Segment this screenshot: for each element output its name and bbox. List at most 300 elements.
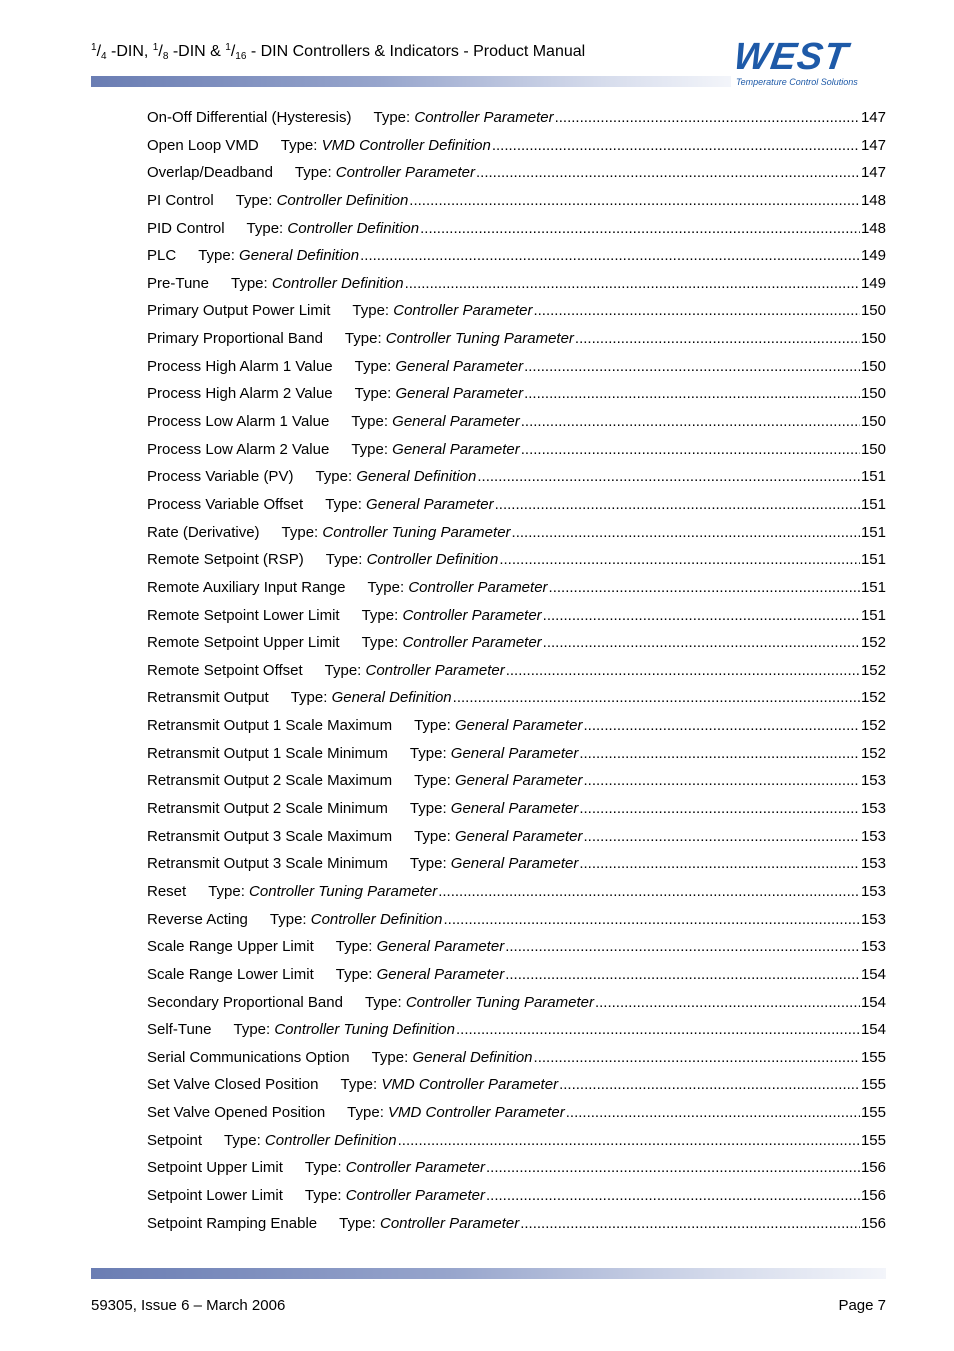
type-value: Controller Definition: [276, 191, 409, 209]
index-entry[interactable]: [147, 220, 886, 248]
entry-page-number: 155: [860, 1048, 886, 1066]
type-value: General Parameter: [366, 495, 494, 513]
type-value: General Parameter: [454, 827, 583, 845]
entry-page-number: 153: [860, 827, 886, 845]
entry-term: Primary Proportional Band: [147, 330, 323, 348]
entry-page-number: 152: [860, 717, 886, 735]
index-entry[interactable]: [147, 551, 886, 579]
dot-leader: [524, 385, 860, 402]
index-entry[interactable]: [147, 911, 886, 939]
west-logo: [731, 36, 886, 90]
dot-leader: [534, 1049, 860, 1066]
entry-page-number: 148: [860, 219, 886, 237]
glossary-index-list: [147, 109, 886, 1242]
entry-page-number: 148: [860, 191, 886, 209]
entry-page-number: 151: [860, 578, 886, 596]
entry-term: Set Valve Closed Position: [147, 1076, 319, 1094]
type-value: General Parameter: [395, 385, 524, 403]
index-entry[interactable]: [147, 441, 886, 469]
type-value: General Parameter: [450, 855, 579, 873]
dot-leader: [499, 551, 860, 568]
entry-type: [273, 164, 475, 181]
entry-type: [186, 883, 437, 900]
entry-page-number: 150: [860, 413, 886, 431]
index-entry[interactable]: [147, 717, 886, 745]
dot-leader: [566, 1104, 860, 1121]
dot-leader: [398, 1132, 860, 1149]
entry-term: Secondary Proportional Band: [147, 993, 343, 1011]
entry-type: [392, 828, 582, 845]
type-label: Type:: [246, 219, 284, 237]
entry-term: Process Low Alarm 1 Value: [147, 413, 330, 431]
entry-type: [329, 413, 519, 430]
index-entry[interactable]: [147, 247, 886, 275]
entry-page-number: 154: [860, 1021, 886, 1039]
entry-page-number: 151: [860, 606, 886, 624]
dot-leader: [420, 220, 860, 237]
dot-leader: [584, 772, 860, 789]
entry-page-number: 151: [860, 495, 886, 513]
entry-type: [340, 634, 542, 651]
entry-term: Reverse Acting: [147, 910, 248, 928]
index-entry[interactable]: [147, 524, 886, 552]
dot-leader: [533, 302, 860, 319]
index-entry[interactable]: [147, 496, 886, 524]
entry-page-number: 147: [860, 136, 886, 154]
entry-term: Retransmit Output: [147, 689, 269, 707]
entry-term: Setpoint: [147, 1131, 203, 1149]
entry-term: Overlap/Deadband: [147, 164, 273, 182]
type-label: Type:: [364, 993, 402, 1011]
index-entry[interactable]: [147, 192, 886, 220]
entry-type: [333, 385, 523, 402]
type-label: Type:: [290, 689, 328, 707]
dot-leader: [575, 330, 860, 347]
entry-page-number: 156: [860, 1186, 886, 1204]
type-label: Type:: [344, 330, 382, 348]
entry-page-number: 151: [860, 468, 886, 486]
type-value: General Parameter: [450, 744, 579, 762]
type-label: Type:: [198, 247, 235, 265]
type-label: Type:: [340, 1076, 378, 1094]
dot-leader: [506, 662, 860, 679]
entry-type: [314, 966, 504, 983]
entry-type: [340, 607, 542, 624]
type-label: Type:: [354, 385, 392, 403]
entry-term: Remote Setpoint Offset: [147, 661, 303, 679]
entry-term: Process High Alarm 1 Value: [147, 357, 333, 375]
type-value: Controller Tuning Parameter: [249, 882, 438, 900]
entry-term: Set Valve Opened Position: [147, 1104, 326, 1122]
dot-leader: [495, 496, 860, 513]
type-value: General Definition: [239, 247, 360, 265]
entry-page-number: 147: [860, 109, 886, 126]
entry-type: [211, 1021, 455, 1038]
type-label: Type:: [414, 827, 451, 845]
type-value: General Parameter: [395, 357, 524, 375]
page-header-title: $^1/_4$ -DIN, $^1/_8$ -DIN & $^1/_{16}$ - DIN Controllers & Indicators - Product Manual: [91, 42, 586, 62]
entry-type: [343, 994, 594, 1011]
dot-leader: [555, 109, 860, 126]
index-entry[interactable]: [147, 330, 886, 358]
type-label: Type:: [304, 1186, 342, 1204]
dot-leader: [453, 689, 860, 706]
type-value: Controller Parameter: [345, 1159, 485, 1177]
dot-leader: [549, 579, 860, 596]
entry-type: [392, 717, 582, 734]
index-entry[interactable]: [147, 137, 886, 165]
dot-leader: [360, 247, 860, 264]
type-label: Type:: [294, 164, 332, 182]
type-value: General Definition: [331, 689, 452, 707]
type-label: Type:: [352, 302, 390, 320]
dot-leader: [492, 137, 860, 154]
entry-term: Primary Output Power Limit: [147, 302, 331, 320]
entry-page-number: 155: [860, 1131, 886, 1149]
entry-type: [388, 745, 578, 762]
type-label: Type:: [281, 523, 319, 541]
dot-leader: [521, 441, 860, 458]
dot-leader: [524, 358, 860, 375]
index-entry[interactable]: [147, 938, 886, 966]
entry-page-number: 153: [860, 938, 886, 956]
type-value: Controller Parameter: [408, 578, 548, 596]
entry-type: [293, 468, 476, 485]
type-value: Controller Parameter: [402, 606, 542, 624]
entry-type: [325, 1104, 565, 1121]
entry-type: [283, 1187, 485, 1204]
type-label: Type:: [304, 1159, 342, 1177]
fraction-denominator: 4: [101, 51, 107, 62]
entry-type: [303, 496, 493, 513]
fraction-numerator: 1: [152, 42, 159, 53]
index-entry[interactable]: [147, 883, 886, 911]
index-entry[interactable]: [147, 634, 886, 662]
entry-type: [352, 109, 554, 126]
type-label: Type:: [361, 606, 399, 624]
entry-term: Retransmit Output 1 Scale Maximum: [147, 717, 393, 735]
type-value: Controller Definition: [366, 551, 499, 569]
type-value: General Parameter: [392, 413, 520, 431]
entry-type: [333, 358, 523, 375]
type-label: Type:: [409, 855, 447, 873]
entry-term: Process Variable Offset: [147, 495, 304, 513]
entry-term: Open Loop VMD: [147, 136, 259, 154]
index-entry[interactable]: [147, 994, 886, 1022]
entry-type: [225, 220, 420, 237]
index-entry[interactable]: [147, 164, 886, 192]
index-entry[interactable]: [147, 1159, 886, 1187]
entry-page-number: 150: [860, 385, 886, 403]
fraction-denominator: 8: [162, 51, 169, 62]
dot-leader: [521, 413, 860, 430]
type-value: Controller Definition: [310, 910, 443, 928]
index-entry[interactable]: [147, 275, 886, 303]
type-value: Controller Tuning Parameter: [322, 523, 511, 541]
entry-page-number: 153: [860, 772, 886, 790]
entry-term: Process Variable (PV): [147, 468, 294, 486]
index-entry[interactable]: [147, 413, 886, 441]
entry-term: Retransmit Output 2 Scale Maximum: [147, 772, 393, 790]
type-label: Type:: [233, 1021, 271, 1039]
type-value: Controller Definition: [271, 274, 404, 292]
type-label: Type:: [414, 717, 451, 735]
dot-leader: [438, 883, 860, 900]
entry-page-number: 152: [860, 634, 886, 652]
entry-term: PID Control: [147, 219, 225, 237]
entry-page-number: 153: [860, 882, 886, 900]
index-entry[interactable]: [147, 1049, 886, 1077]
type-label: Type:: [373, 109, 411, 126]
entry-type: [260, 524, 511, 541]
type-value: General Parameter: [450, 800, 579, 818]
type-value: Controller Parameter: [393, 302, 533, 320]
entry-page-number: 156: [860, 1159, 886, 1177]
dot-leader: [520, 1215, 860, 1232]
entry-page-number: 155: [860, 1104, 886, 1122]
type-value: Controller Parameter: [345, 1186, 485, 1204]
entry-term: Remote Setpoint Upper Limit: [147, 634, 340, 652]
entry-type: [304, 551, 499, 568]
dot-leader: [512, 524, 860, 541]
type-label: Type:: [324, 661, 362, 679]
footer-rule: [91, 1268, 886, 1279]
type-value: Controller Parameter: [402, 634, 542, 652]
entry-type: [350, 1049, 533, 1066]
type-label: Type:: [280, 136, 318, 154]
entry-page-number: 149: [860, 274, 886, 292]
index-entry[interactable]: [147, 385, 886, 413]
entry-type: [323, 330, 574, 347]
type-label: Type:: [409, 744, 447, 762]
logo-word: WEST: [731, 36, 851, 78]
entry-page-number: 153: [860, 800, 886, 818]
entry-term: Serial Communications Option: [147, 1048, 350, 1066]
entry-type: [176, 247, 359, 264]
entry-term: Setpoint Lower Limit: [147, 1186, 283, 1204]
entry-term: Remote Setpoint (RSP): [147, 551, 304, 569]
index-entry[interactable]: [147, 1076, 886, 1104]
type-value: Controller Parameter: [414, 109, 554, 126]
entry-type: [248, 911, 443, 928]
entry-type: [209, 275, 404, 292]
type-value: Controller Parameter: [365, 661, 505, 679]
index-entry[interactable]: [147, 358, 886, 386]
type-label: Type:: [335, 965, 373, 983]
type-label: Type:: [269, 910, 307, 928]
type-value: General Definition: [412, 1048, 533, 1066]
index-entry[interactable]: [147, 855, 886, 883]
entry-term: Remote Setpoint Lower Limit: [147, 606, 340, 624]
index-entry[interactable]: [147, 828, 886, 856]
entry-type: [392, 772, 582, 789]
entry-term: Retransmit Output 2 Scale Minimum: [147, 800, 388, 818]
entry-page-number: 152: [860, 744, 886, 762]
dot-leader: [579, 745, 860, 762]
entry-type: [330, 302, 532, 319]
entry-term: Process High Alarm 2 Value: [147, 385, 333, 403]
type-value: General Parameter: [454, 717, 583, 735]
title-text: - DIN Controllers & Indicators - Product Manual: [246, 43, 586, 60]
entry-type: [388, 800, 578, 817]
index-entry[interactable]: [147, 689, 886, 717]
type-value: General Parameter: [454, 772, 583, 790]
dot-leader: [476, 164, 860, 181]
entry-term: Scale Range Lower Limit: [147, 965, 314, 983]
type-value: Controller Parameter: [335, 164, 475, 182]
entry-page-number: 155: [860, 1076, 886, 1094]
entry-type: [259, 137, 491, 154]
type-label: Type:: [325, 495, 362, 513]
footer-document-id: 59305, Issue 6 – March 2006: [91, 1297, 286, 1314]
entry-page-number: 152: [860, 689, 886, 707]
title-text: -DIN &: [168, 43, 226, 60]
dot-leader: [543, 607, 860, 624]
dot-leader: [456, 1021, 860, 1038]
dot-leader: [584, 717, 860, 734]
footer-page-number: Page 7: [838, 1297, 886, 1314]
entry-page-number: 151: [860, 523, 886, 541]
type-value: Controller Tuning Definition: [274, 1021, 455, 1039]
entry-type: [318, 1076, 558, 1093]
entry-term: Rate (Derivative): [147, 523, 260, 541]
entry-page-number: 151: [860, 551, 886, 569]
title-text: -DIN,: [106, 43, 153, 60]
index-entry[interactable]: [147, 745, 886, 773]
type-label: Type:: [409, 800, 447, 818]
entry-term: On-Off Differential (Hysteresis): [147, 109, 352, 126]
dot-leader: [579, 855, 860, 872]
entry-term: Retransmit Output 1 Scale Minimum: [147, 744, 388, 762]
entry-term: Setpoint Upper Limit: [147, 1159, 283, 1177]
type-value: Controller Tuning Parameter: [385, 330, 574, 348]
index-entry[interactable]: [147, 1215, 886, 1243]
index-entry[interactable]: [147, 468, 886, 496]
type-value: Controller Definition: [264, 1131, 397, 1149]
entry-page-number: 150: [860, 330, 886, 348]
fraction-denominator: 16: [235, 51, 247, 62]
index-entry[interactable]: [147, 1132, 886, 1160]
type-value: General Parameter: [392, 440, 520, 458]
entry-page-number: 156: [860, 1214, 886, 1232]
type-label: Type:: [414, 772, 451, 790]
entry-page-number: 150: [860, 357, 886, 375]
entry-term: Scale Range Upper Limit: [147, 938, 314, 956]
entry-page-number: 147: [860, 164, 886, 182]
dot-leader: [584, 828, 860, 845]
index-entry[interactable]: [147, 579, 886, 607]
entry-term: Retransmit Output 3 Scale Minimum: [147, 855, 388, 873]
entry-type: [314, 938, 504, 955]
type-label: Type:: [208, 882, 245, 900]
index-entry[interactable]: [147, 1104, 886, 1132]
dot-leader: [409, 192, 860, 209]
entry-page-number: 150: [860, 302, 886, 320]
type-value: General Definition: [356, 468, 477, 486]
dot-leader: [443, 911, 859, 928]
type-value: General Parameter: [376, 965, 505, 983]
entry-page-number: 150: [860, 440, 886, 458]
header-rule: [91, 76, 731, 87]
dot-leader: [559, 1076, 860, 1093]
dot-leader: [486, 1187, 860, 1204]
entry-type: [283, 1159, 485, 1176]
dot-leader: [505, 938, 860, 955]
index-entry[interactable]: [147, 109, 886, 137]
entry-page-number: 154: [860, 993, 886, 1011]
type-value: VMD Controller Parameter: [381, 1076, 559, 1094]
type-label: Type:: [361, 634, 399, 652]
entry-term: Self-Tune: [147, 1021, 212, 1039]
entry-term: Remote Auxiliary Input Range: [147, 578, 346, 596]
entry-term: PI Control: [147, 191, 214, 209]
type-value: VMD Controller Parameter: [388, 1104, 565, 1122]
entry-type: [202, 1132, 397, 1149]
type-label: Type:: [325, 551, 363, 569]
index-entry[interactable]: [147, 1021, 886, 1049]
dot-leader: [477, 468, 860, 485]
dot-leader: [405, 275, 860, 292]
entry-page-number: 153: [860, 855, 886, 873]
dot-leader: [579, 800, 860, 817]
entry-page-number: 154: [860, 965, 886, 983]
dot-leader: [505, 966, 860, 983]
type-label: Type:: [335, 938, 373, 956]
index-entry[interactable]: [147, 1187, 886, 1215]
entry-page-number: 149: [860, 247, 886, 265]
entry-type: [303, 662, 505, 679]
index-entry[interactable]: [147, 607, 886, 635]
dot-leader: [595, 994, 860, 1011]
type-value: VMD Controller Definition: [321, 136, 491, 154]
type-label: Type:: [339, 1214, 376, 1232]
index-entry[interactable]: [147, 800, 886, 828]
entry-term: Reset: [147, 882, 187, 900]
entry-page-number: 152: [860, 661, 886, 679]
dot-leader: [543, 634, 860, 651]
type-label: Type:: [315, 468, 353, 486]
index-entry[interactable]: [147, 302, 886, 330]
type-label: Type:: [371, 1048, 409, 1066]
fraction-numerator: 1: [225, 42, 231, 53]
type-label: Type:: [230, 274, 268, 292]
index-entry[interactable]: [147, 966, 886, 994]
entry-term: Setpoint Ramping Enable: [147, 1214, 318, 1232]
entry-term: Pre-Tune: [147, 274, 209, 292]
entry-page-number: 153: [860, 910, 886, 928]
entry-type: [345, 579, 547, 596]
index-entry[interactable]: [147, 662, 886, 690]
type-label: Type:: [224, 1131, 261, 1149]
entry-type: [269, 689, 452, 706]
entry-term: Retransmit Output 3 Scale Maximum: [147, 827, 393, 845]
type-label: Type:: [351, 440, 388, 458]
entry-type: [388, 855, 578, 872]
type-label: Type:: [354, 357, 392, 375]
type-label: Type:: [347, 1104, 384, 1122]
type-value: Controller Definition: [287, 219, 420, 237]
dot-leader: [486, 1159, 860, 1176]
index-entry[interactable]: [147, 772, 886, 800]
type-label: Type:: [367, 578, 405, 596]
type-label: Type:: [351, 413, 388, 431]
entry-term: PLC: [147, 247, 177, 265]
type-value: General Parameter: [376, 938, 505, 956]
fraction-numerator: 1: [91, 42, 97, 53]
type-value: Controller Tuning Parameter: [405, 993, 594, 1011]
logo-tagline: Temperature Control Solutions: [736, 77, 858, 87]
type-value: Controller Parameter: [379, 1214, 520, 1232]
